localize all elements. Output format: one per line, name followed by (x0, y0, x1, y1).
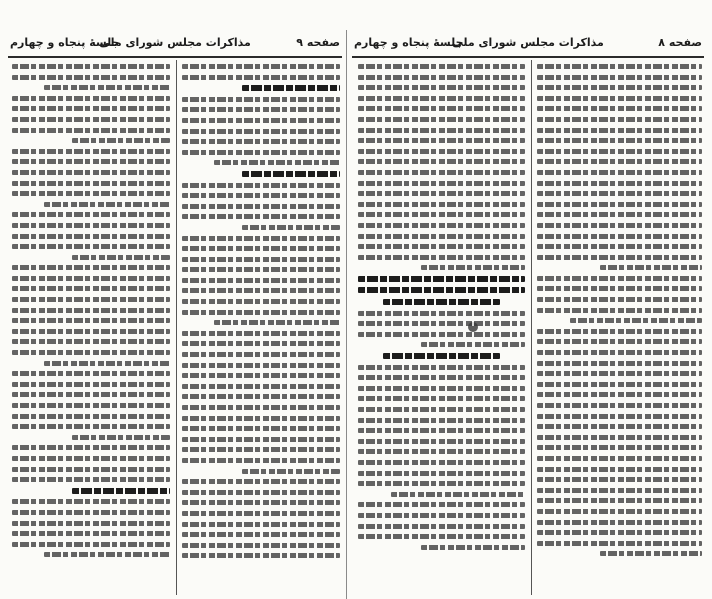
page-gutter (346, 30, 347, 599)
left-session-label: جلسهٔ پنجاه و چهارم (10, 36, 120, 49)
left-page-number: صفحه ۹ (296, 36, 340, 49)
right-running-title: مذاکرات مجلس شورای ملی (452, 36, 604, 49)
right-page-column-divider (531, 60, 532, 595)
page8-column-left (358, 64, 525, 595)
right-page-number: صفحه ۸ (658, 36, 702, 49)
left-header-rule (8, 56, 342, 58)
page8-column-right (537, 64, 702, 595)
left-page-column-divider (176, 60, 177, 595)
left-page-header (8, 34, 342, 54)
page9-column-right (182, 64, 340, 595)
right-header-rule (352, 56, 704, 58)
right-page-header (352, 34, 704, 54)
right-session-label: جلسهٔ پنجاه و چهارم (354, 36, 464, 49)
left-running-title: مذاکرات مجلس شورای ملی (99, 36, 251, 49)
page9-column-left (12, 64, 170, 595)
